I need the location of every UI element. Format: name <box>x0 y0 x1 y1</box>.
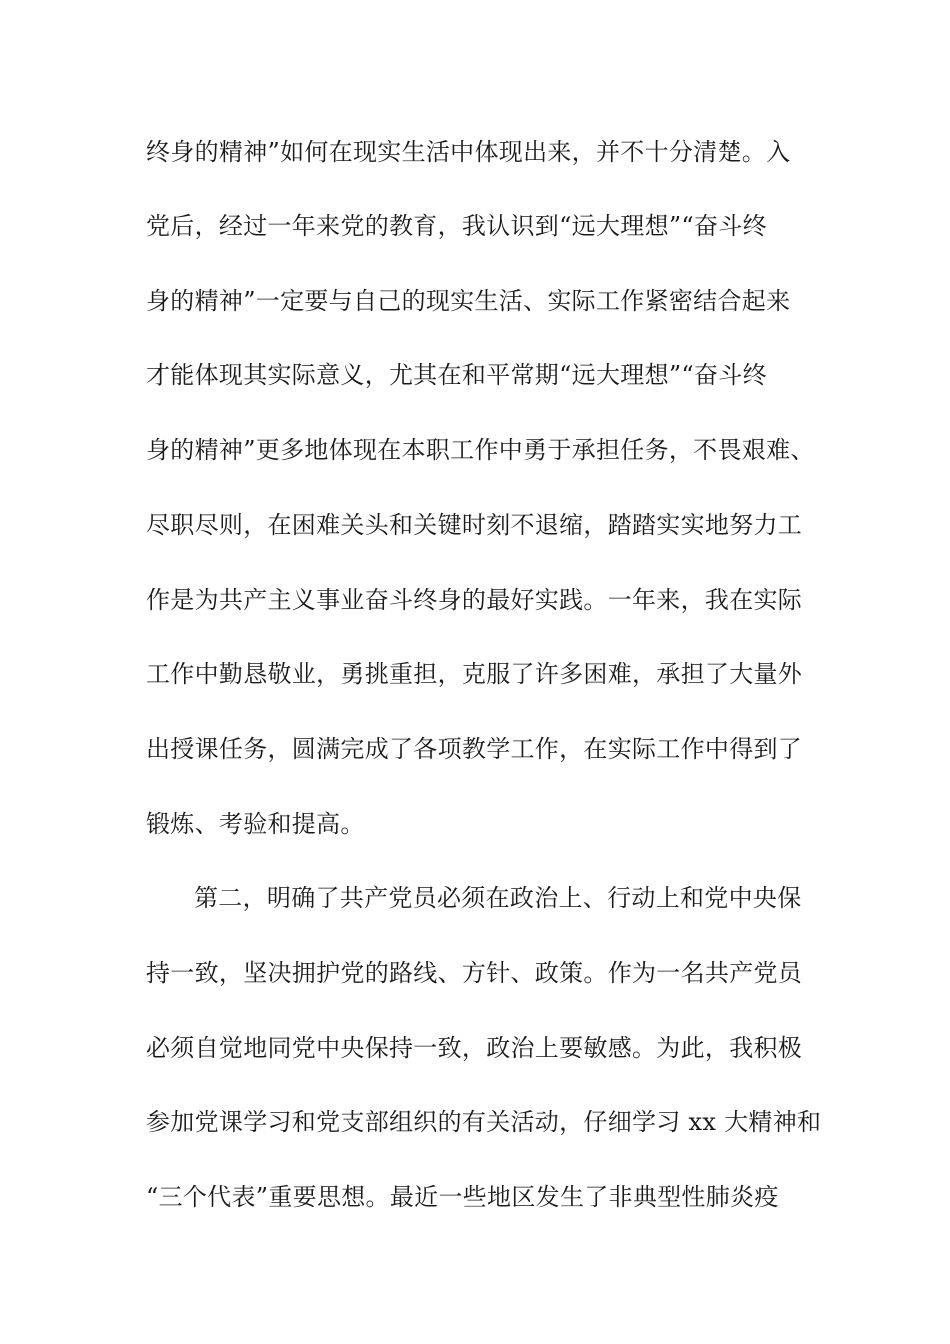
text-line: 锻炼、考验和提高。 <box>146 810 365 838</box>
text-line: 尽职尽则，在困难关头和关键时刻不退缩，踏踏实实地努力工 <box>146 511 803 539</box>
text-line: “三个代表”重要思想。最近一些地区发生了非典型性肺炎疫 <box>146 1183 779 1211</box>
text-line: 持一致，坚决拥护党的路线、方针、政策。作为一名共产党员 <box>146 959 803 987</box>
text-line: 作是为共产主义事业奋斗终身的最好实践。一年来，我在实际 <box>146 586 803 614</box>
text-line: 党后，经过一年来党的教育，我认识到“远大理想”“奋斗终 <box>146 212 767 240</box>
text-line: 出授课任务，圆满完成了各项教学工作，在实际工作中得到了 <box>146 735 803 763</box>
text-line: 终身的精神”如何在现实生活中体现出来，并不十分清楚。入 <box>146 138 791 166</box>
text-line: 参加党课学习和党支部组织的有关活动，仔细学习 xx 大精神和 <box>146 1108 822 1136</box>
text-line: 身的精神”更多地体现在本职工作中勇于承担任务，不畏艰难、 <box>146 436 815 464</box>
text-line: 工作中勤恳敬业，勇挑重担，克服了许多困难，承担了大量外 <box>146 660 803 688</box>
text-line: 必须自觉地同党中央保持一致，政治上要敏感。为此，我积极 <box>146 1034 803 1062</box>
text-line: 才能体现其实际意义，尤其在和平常期“远大理想”“奋斗终 <box>146 361 767 389</box>
text-line: 身的精神”一定要与自己的现实生活、实际工作紧密结合起来 <box>146 287 791 315</box>
paragraph-first-line: 第二，明确了共产党员必须在政治上、行动上和党中央保 <box>194 884 802 912</box>
